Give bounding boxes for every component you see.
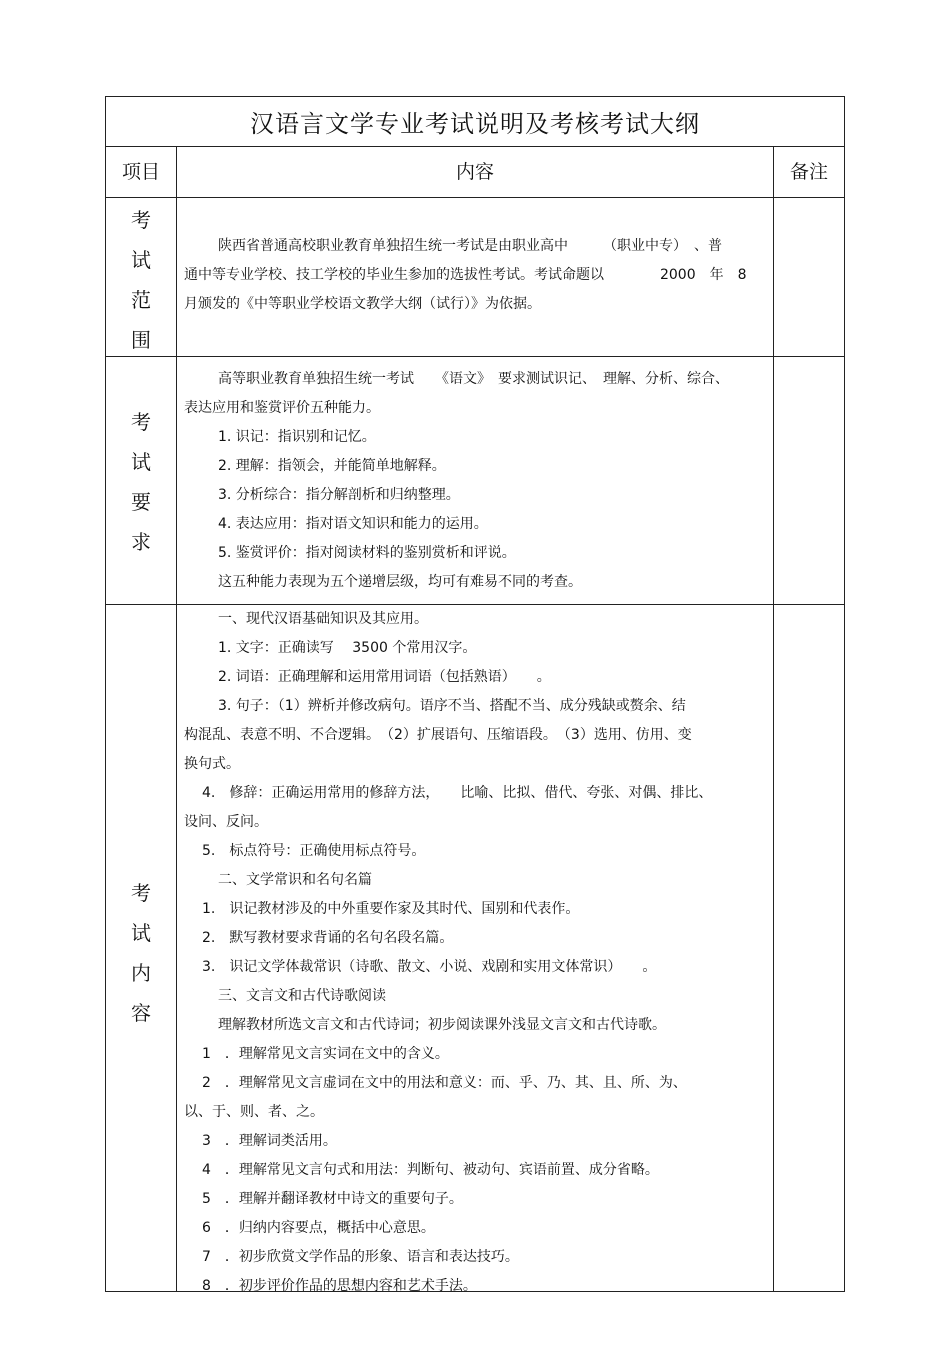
- header-note: 备注: [789, 161, 828, 183]
- row-divider: [105, 356, 845, 357]
- text-line: 三、文言文和古代诗歌阅读: [218, 988, 386, 1004]
- text-line: 通中等专业学校、技工学校的毕业生参加的选拔性考试。考试命题以 2000 年 8: [184, 267, 747, 283]
- text-line: 二、文学常识和名句名篇: [218, 872, 372, 888]
- row-divider: [105, 197, 845, 198]
- text-line: 理解教材所选文言文和古代诗词；初步阅读课外浅显文言文和古代诗歌。: [218, 1017, 666, 1033]
- text-line: 1. 文字：正确读写 3500 个常用汉字。: [218, 640, 477, 656]
- text-line: 高等职业教育单独招生统一考试 《语文》 要求测试识记、 理解、分析、综合、: [218, 371, 729, 387]
- column-divider: [773, 146, 774, 1292]
- label-exam-scope: 考 试 范 围: [131, 208, 151, 352]
- header-item: 项目: [121, 161, 160, 183]
- label-exam-requirements: 考 试 要 求: [131, 410, 151, 554]
- text-line: 月颁发的《中等职业学校语文教学大纲（试行）》为依据。: [184, 296, 541, 312]
- text-line: 5. 鉴赏评价：指对阅读材料的鉴别赏析和评说。: [218, 545, 516, 561]
- text-line: 4. 修辞：正确运用常用的修辞方法， 比喻、比拟、借代、夸张、对偶、排比、: [202, 785, 713, 801]
- column-divider: [176, 146, 177, 1292]
- text-line: 6 ．归纳内容要点，概括中心意思。: [202, 1220, 435, 1236]
- text-line: 3. 分析综合：指分解剖析和归纳整理。: [218, 487, 460, 503]
- text-line: 以、于、则、者、之。: [184, 1104, 324, 1120]
- text-line: 这五种能力表现为五个递增层级，均可有难易不同的考查。: [218, 574, 582, 590]
- text-line: 2. 词语：正确理解和运用常用词语（包括熟语） 。: [218, 669, 551, 685]
- text-line: 3. 句子：（1）辨析并修改病句。语序不当、搭配不当、成分残缺或赘余、结: [218, 698, 686, 714]
- label-exam-content: 考 试 内 容: [131, 881, 151, 1025]
- text-line: 换句式。: [184, 756, 240, 772]
- text-line: 5. 标点符号：正确使用标点符号。: [202, 843, 426, 859]
- text-line: 3. 识记文学体裁常识（诗歌、散文、小说、戏剧和实用文体常识） 。: [202, 959, 657, 975]
- text-line: 4. 表达应用：指对语文知识和能力的运用。: [218, 516, 488, 532]
- text-line: 一、现代汉语基础知识及其应用。: [218, 611, 428, 627]
- text-line: 1. 识记：指识别和记忆。: [218, 429, 376, 445]
- text-line: 7 ．初步欣赏文学作品的形象、语言和表达技巧。: [202, 1249, 519, 1265]
- content-exam-content: [184, 605, 768, 1301]
- text-line: 3 ．理解词类活用。: [202, 1133, 337, 1149]
- content-exam-requirements: [184, 365, 768, 597]
- text-line: 2 ．理解常见文言虚词在文中的用法和意义：而、乎、乃、其、且、所、为、: [202, 1075, 687, 1091]
- text-line: 构混乱、表意不明、不合逻辑。 （2）扩展语句、压缩语段。 （3）选用、仿用、变: [184, 727, 692, 743]
- document-title: 汉语言文学专业考试说明及考核考试大纲: [250, 110, 700, 138]
- text-line: 2. 默写教材要求背诵的名句名段名篇。: [202, 930, 454, 946]
- text-line: 1. 识记教材涉及的中外重要作家及其时代、国别和代表作。: [202, 901, 580, 917]
- text-line: 设问、反问。: [184, 814, 268, 830]
- text-line: 1 ．理解常见文言实词在文中的含义。: [202, 1046, 449, 1062]
- text-line: 8 ．初步评价作品的思想内容和艺术手法。: [202, 1278, 477, 1294]
- text-line: 2. 理解：指领会，并能简单地解释。: [218, 458, 446, 474]
- text-line: 5 ．理解并翻译教材中诗文的重要句子。: [202, 1191, 463, 1207]
- text-line: 表达应用和鉴赏评价五种能力。: [184, 400, 380, 416]
- text-line: 陕西省普通高校职业教育单独招生统一考试是由职业高中 （职业中专） 、普: [218, 238, 722, 254]
- text-line: 4 ．理解常见文言句式和用法：判断句、被动句、宾语前置、成分省略。: [202, 1162, 659, 1178]
- header-content: 内容: [455, 161, 494, 183]
- content-exam-scope: [184, 232, 768, 319]
